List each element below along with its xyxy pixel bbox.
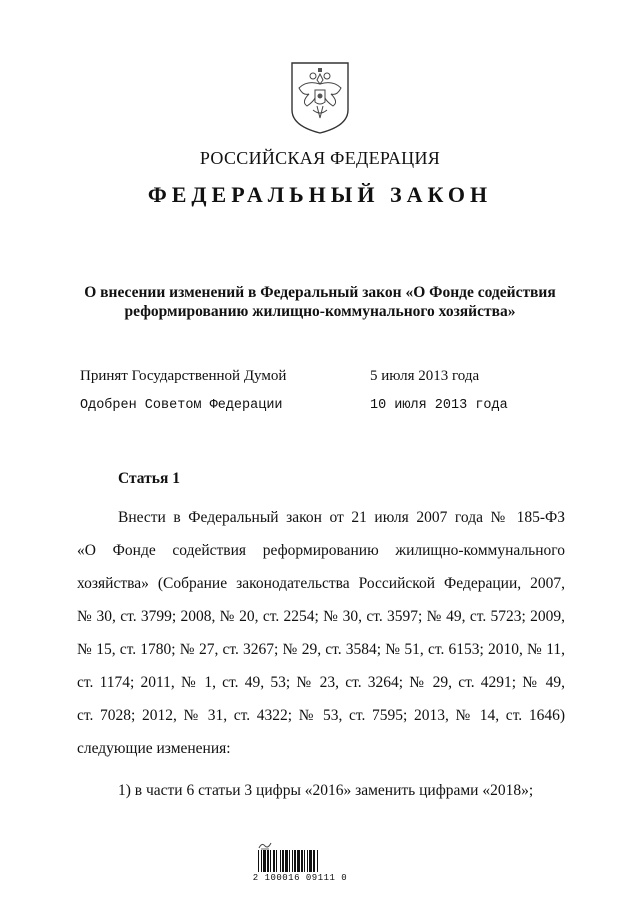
barcode-number: 2 100016 09111 0 xyxy=(252,873,348,883)
country-heading: РОССИЙСКАЯ ФЕДЕРАЦИЯ xyxy=(199,148,441,168)
article-heading: Статья 1 xyxy=(118,470,180,487)
barcode-bar xyxy=(289,850,290,872)
law-title-line: О внесении изменений в Федеральный закон «О Фонде содействия xyxy=(84,284,556,301)
barcode-bar xyxy=(261,850,262,872)
barcode-bar xyxy=(273,850,275,872)
adoption-date: 10 июля 2013 года xyxy=(370,398,508,413)
barcode-bar xyxy=(276,850,277,872)
document-type-heading: ФЕДЕРАЛЬНЫЙ ЗАКОН xyxy=(147,182,493,207)
paragraph-line: «О Фонде содействия реформированию жилищно-коммунального xyxy=(77,542,565,559)
barcode-bar xyxy=(292,850,293,872)
paragraph-line: хозяйства» (Собрание законодательства Российской Федерации, 2007, xyxy=(77,575,565,592)
barcode-bar xyxy=(297,850,300,872)
adoption-date: 5 июля 2013 года xyxy=(370,368,480,384)
paragraph-line: Внести в Федеральный закон от 21 июля 2007 года № 185-ФЗ xyxy=(118,509,565,526)
registration-mark-icon xyxy=(258,840,272,850)
law-title-line: реформированию жилищно-коммунального хозяйства» xyxy=(124,303,516,320)
adoption-label: Принят Государственной Думой xyxy=(80,368,287,384)
barcode-bar xyxy=(317,850,318,872)
paragraph-line: следующие изменения: xyxy=(77,740,231,757)
adoption-label: Одобрен Советом Федерации xyxy=(80,398,283,413)
barcode-bar xyxy=(309,850,312,872)
paragraph-line: ст. 7028; 2012, № 31, ст. 4322; № 53, ст. 7595; 2013, № 14, ст. 1646) xyxy=(77,707,565,724)
paragraph-line: № 15, ст. 1780; № 27, ст. 3267; № 29, ст. 3584; № 51, ст. 6153; 2010, № 11, xyxy=(77,641,565,658)
barcode-bar xyxy=(301,850,303,872)
barcode-bar xyxy=(304,850,305,872)
law-title xyxy=(60,283,580,321)
barcode-bar xyxy=(263,850,266,872)
barcode-bar xyxy=(258,850,259,872)
barcode-bar xyxy=(280,850,281,872)
coat-of-arms-emblem xyxy=(289,60,351,136)
barcode-bar xyxy=(307,850,308,872)
barcode-bar xyxy=(285,850,288,872)
barcode-bar xyxy=(294,850,296,872)
barcode-bar xyxy=(270,850,271,872)
barcode-bar xyxy=(282,850,284,872)
paragraph-line: № 30, ст. 3799; 2008, № 20, ст. 2254; № 30, ст. 3597; № 49, ст. 5723; 2009, xyxy=(77,608,565,625)
barcode-bar xyxy=(267,850,269,872)
paragraph-line: ст. 1174; 2011, № 1, ст. 49, 53; № 23, ст. 3264; № 29, ст. 4291; № 49, xyxy=(77,674,565,691)
barcode-bar xyxy=(313,850,315,872)
amendment-item: 1) в части 6 статьи 3 цифры «2016» заменить цифрами «2018»; xyxy=(118,782,534,799)
